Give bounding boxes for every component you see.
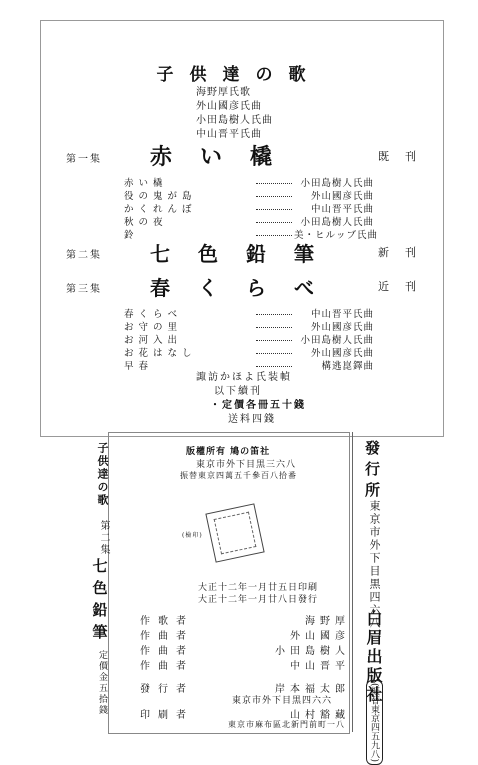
staff-role: 作曲者 [140, 661, 194, 672]
staff-row [140, 657, 350, 672]
volume-label: 第二集 [66, 250, 102, 261]
colophon-price: 定價金五拾錢 [97, 650, 107, 716]
song-composer: 小田島樹人氏曲 [300, 335, 374, 346]
song-composer: 外山國彦氏曲 [310, 322, 374, 333]
title-char: 色 [92, 579, 108, 597]
song-row [124, 201, 374, 215]
song-title: お守の里 [124, 322, 183, 333]
dot-leader [256, 175, 292, 184]
song-composer: 小田島樹人氏曲 [300, 217, 374, 228]
volume-tag: 近刊 [378, 280, 432, 293]
column-divider [352, 432, 353, 732]
credits-list [196, 86, 306, 142]
song-row [124, 214, 374, 228]
design-note: 諏訪かほよ氏装幀 [196, 372, 292, 383]
colophon-big-title [90, 555, 110, 643]
printer-address: 東京市麻布區北新門前町一八 [228, 720, 345, 729]
song-title: 秋の夜 [124, 217, 168, 228]
song-composer: 美・ヒルッブ氏曲 [294, 230, 379, 241]
song-composer: 外山國彦氏曲 [310, 348, 374, 359]
song-title: 役の鬼が島 [124, 191, 197, 202]
song-composer: 中山晋平氏曲 [310, 309, 374, 320]
song-row [124, 345, 374, 359]
seal-stamp [205, 503, 264, 562]
staff-name: 小田島樹人 [275, 646, 350, 657]
title-char: 鉛 [92, 601, 108, 619]
publishing-house-address: 東京市外下目黒四六八 [368, 500, 381, 630]
credit-line: 外山國彦氏曲 [196, 101, 262, 112]
volume-tag: 新刊 [378, 246, 432, 259]
dot-leader [256, 306, 292, 315]
title-char: 筆 [92, 623, 108, 641]
song-row [124, 175, 374, 189]
volume-title: 七色鉛筆 [150, 242, 342, 266]
song-title: お河入出 [124, 335, 183, 346]
staff-role: 作歌者 [140, 616, 194, 627]
staff-name: 海野厚 [305, 616, 350, 627]
dot-leader [256, 332, 292, 341]
volume-tag: 既刊 [378, 150, 432, 163]
postage-note: 送料四錢 [228, 414, 276, 425]
staff-role: 作曲者 [140, 631, 194, 642]
publisher-role: 發行者 [140, 684, 194, 695]
dot-leader [256, 188, 292, 197]
title-char: 七 [92, 557, 108, 575]
volume-label: 第一集 [66, 154, 102, 165]
print-date: 大正十二年一月廿五日印刷 [198, 583, 319, 593]
publisher-transfer-number: (振替東京四五九八) [366, 680, 383, 765]
colophon-series-title: 子供達の歌 [96, 442, 109, 507]
song-title: 春くらべ [124, 309, 183, 320]
credit-line: 海野厚氏歌 [196, 87, 251, 98]
printer-name: 山村豁藏 [290, 710, 350, 721]
stamp-label: (檢印) [182, 532, 203, 539]
colophon-volume: 第二集 [98, 520, 109, 556]
staff-role: 作曲者 [140, 646, 194, 657]
song-row [124, 332, 374, 346]
song-row [124, 188, 374, 202]
staff-row [140, 627, 350, 642]
series-title: 子供達の歌 [156, 65, 322, 85]
volume-title: 赤い橇 [150, 144, 301, 170]
credit-line: 中山晋平氏曲 [196, 129, 262, 140]
song-title: かくれんぼ [124, 204, 197, 215]
volume-label: 第三集 [66, 284, 102, 295]
printer-role: 印刷者 [140, 710, 194, 721]
dot-leader [256, 214, 292, 223]
staff-name: 外山國彦 [290, 631, 350, 642]
song-row [124, 306, 374, 320]
staff-row [140, 642, 350, 657]
volume-title: 春くらべ [150, 276, 342, 300]
song-composer: 中山晋平氏曲 [310, 204, 374, 215]
song-composer: 小田島樹人氏曲 [300, 178, 374, 189]
publisher-brand: 白眉出版社 [364, 610, 383, 705]
song-row [124, 319, 374, 333]
dot-leader [256, 227, 292, 236]
continuation-note: 以下續刊 [214, 386, 262, 397]
publishing-house-label: 發行所 [363, 440, 381, 503]
seal-inner [214, 512, 257, 555]
copyright-address: 東京市外下目黒三六八 [196, 460, 297, 470]
dot-leader [256, 201, 292, 210]
publish-date: 大正十二年一月廿八日發行 [198, 595, 319, 605]
song-composer: 外山國彦氏曲 [310, 191, 374, 202]
dot-leader [256, 319, 292, 328]
song-title: お花はなし [124, 348, 197, 359]
dot-leader [256, 345, 292, 354]
song-composer: 構逃崑鐸曲 [321, 361, 374, 372]
song-title: 赤い橇 [124, 178, 168, 189]
publisher-name: 岸本福太郎 [275, 684, 350, 695]
copyright-line: 版權所有 鳩の笛社 [186, 447, 271, 457]
staff-row [140, 612, 350, 627]
dot-leader [256, 358, 292, 367]
song-title: 早春 [124, 361, 154, 372]
credit-line: 小田島樹人氏曲 [196, 115, 273, 126]
price-note: ・定價各冊五十錢 [210, 400, 306, 411]
publisher-address: 東京市外下目黒四六六 [232, 696, 333, 706]
song-title: 鈴 [124, 230, 139, 241]
staff-name: 中山晋平 [290, 661, 350, 672]
copyright-transfer: 振替東京四萬五千參百八拾番 [180, 471, 297, 480]
